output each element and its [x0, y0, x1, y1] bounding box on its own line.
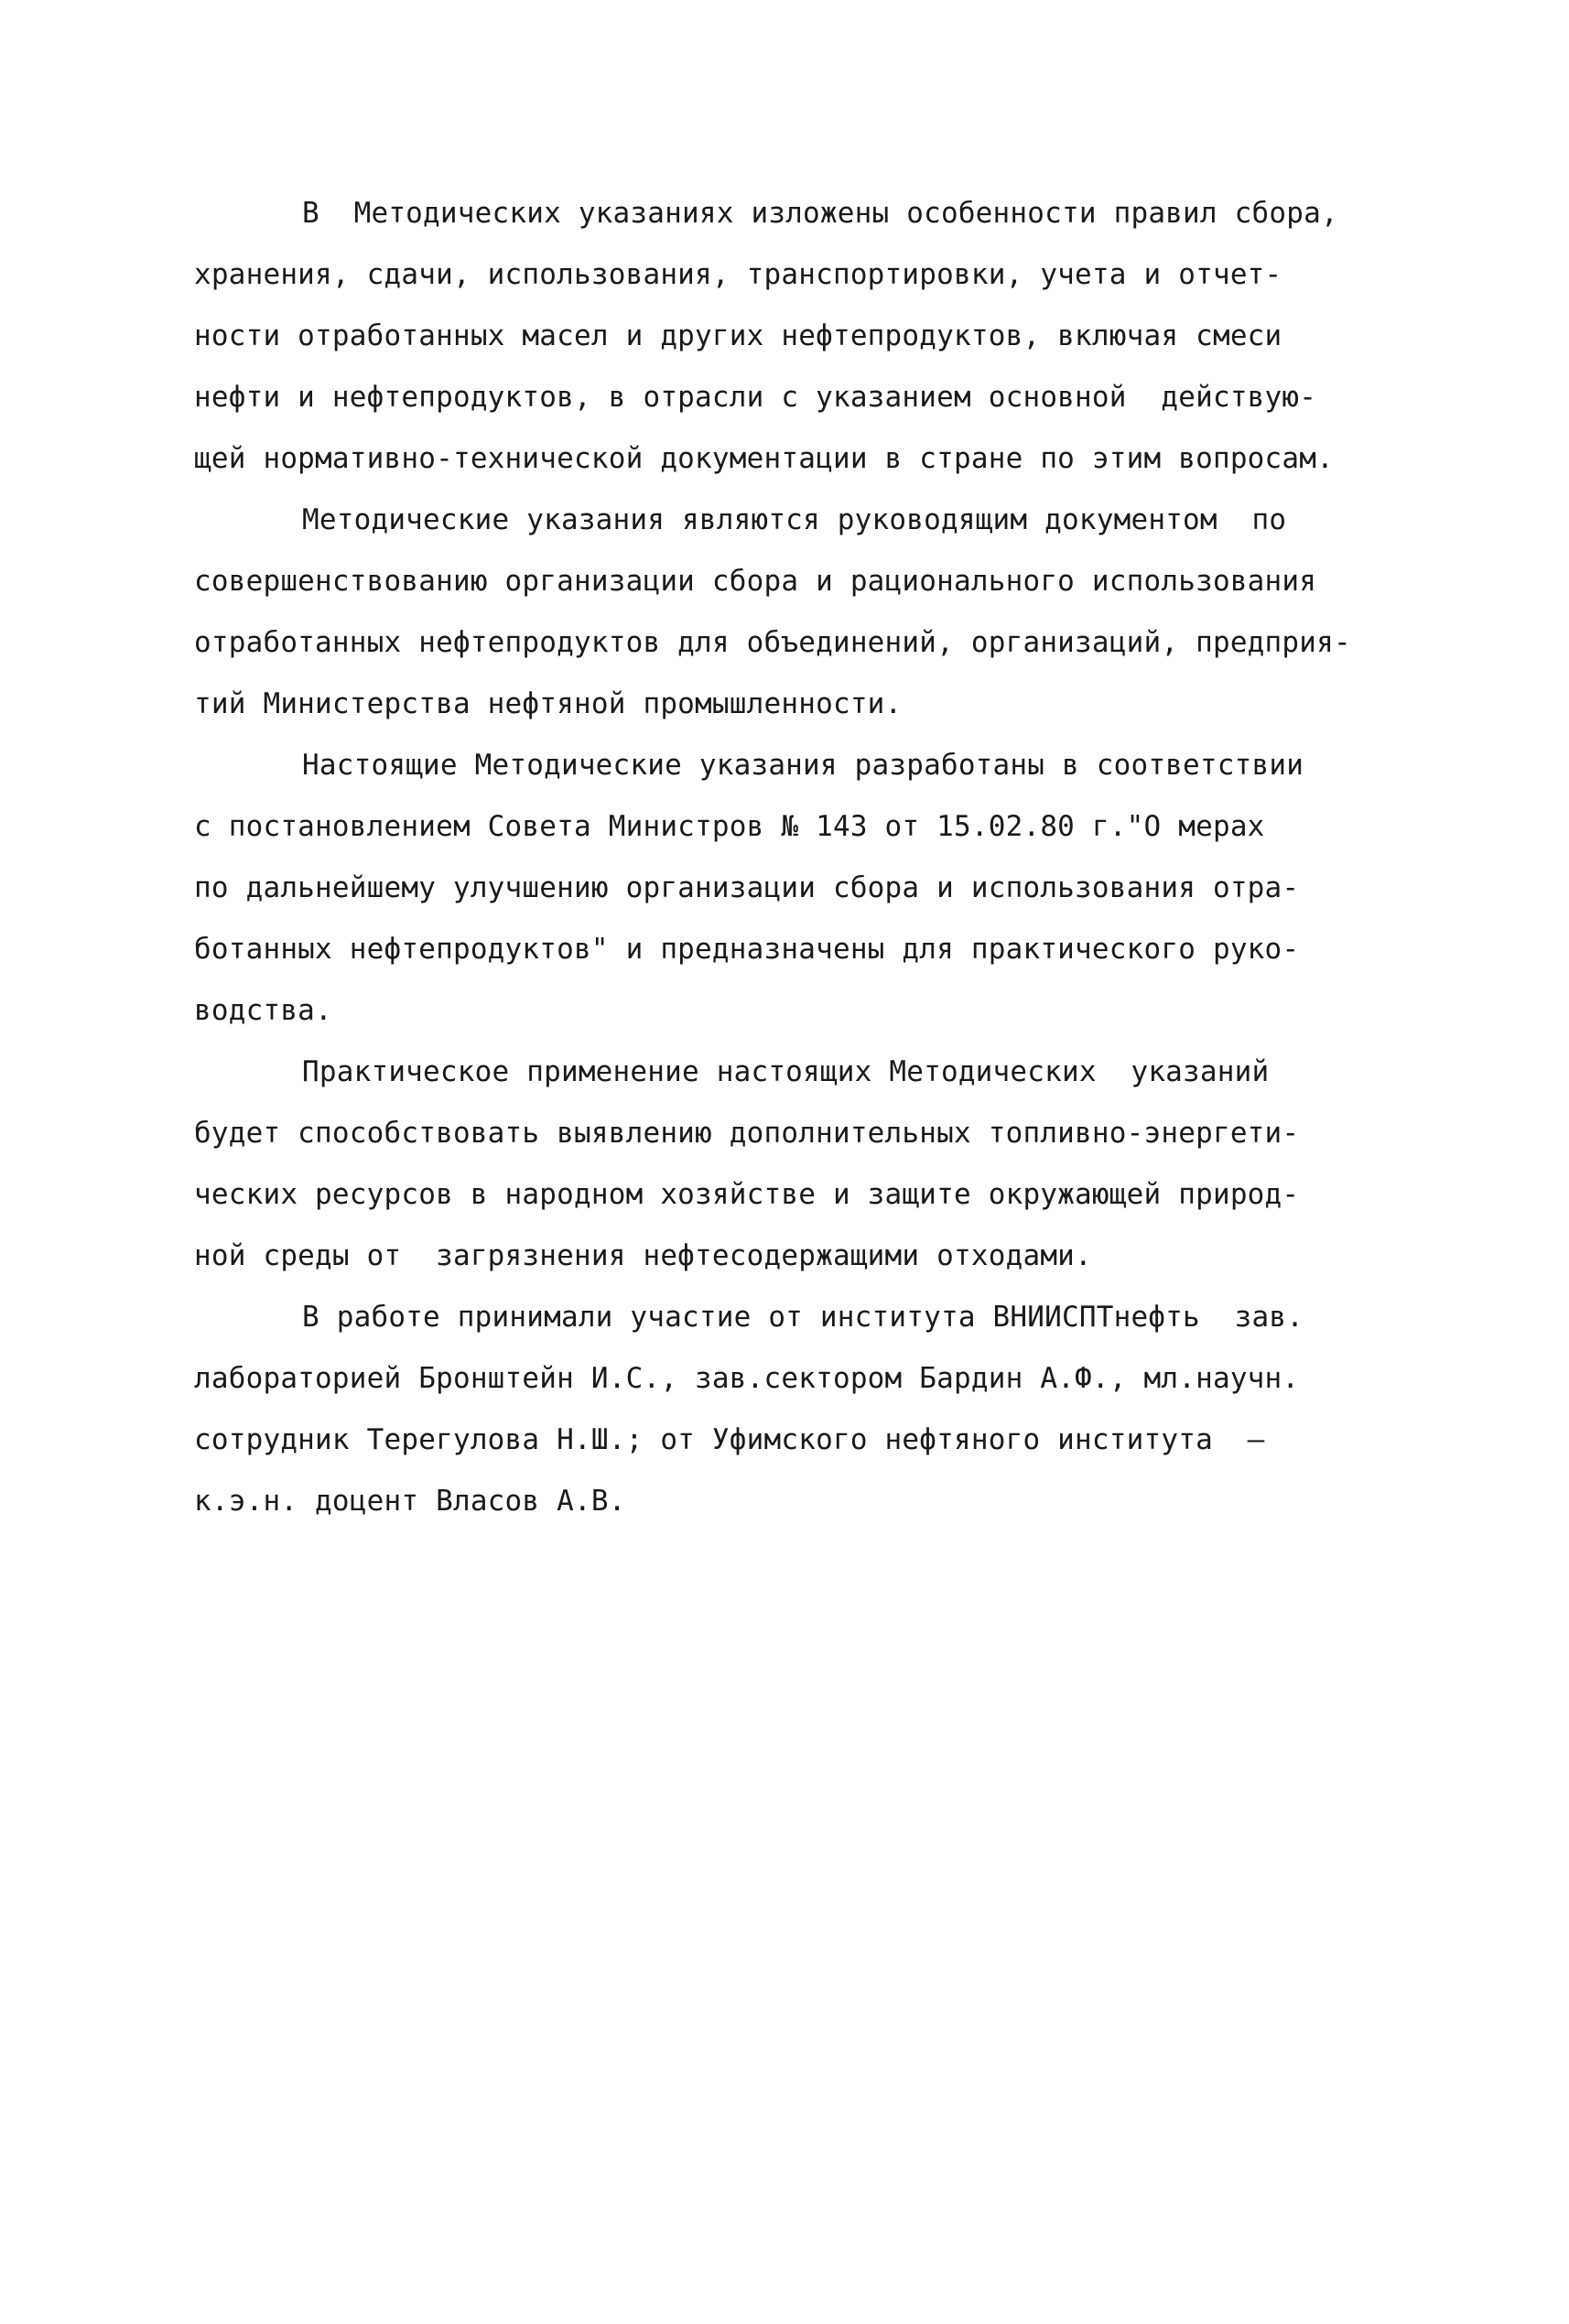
text-line: нефти и нефтепродуктов, в отрасли с указанием основной действую- — [194, 381, 1317, 414]
text-line: будет способствовать выявлению дополнительных топливно-энергети- — [194, 1117, 1300, 1150]
text-line: Методические указания являются руководящим документом по — [302, 503, 1287, 536]
text-line: В Методических указаниях изложены особенности правил сбора, — [302, 197, 1338, 230]
text-line: В работе принимали участие от института ВНИИСПТнефть зав. — [302, 1301, 1304, 1334]
text-line: отработанных нефтепродуктов для объединений, организаций, предприя- — [194, 626, 1351, 659]
text-line: к.э.н. доцент Власов А.В. — [194, 1485, 626, 1518]
paragraph-2 — [194, 490, 1439, 735]
text-line: с постановлением Совета Министров № 143 от 15.02.80 г."О мерах — [194, 810, 1265, 843]
text-line: тий Министерства нефтяной промышленности. — [194, 687, 903, 720]
text-line: Настоящие Методические указания разработаны в соответствии — [302, 749, 1304, 782]
document-body — [194, 183, 1439, 1532]
text-line: ческих ресурсов в народном хозяйстве и защите окружающей природ- — [194, 1178, 1300, 1211]
paragraph-3 — [194, 735, 1439, 1042]
text-line: Практическое применение настоящих Методических указаний — [302, 1055, 1270, 1088]
text-line: хранения, сдачи, использования, транспортировки, учета и отчет- — [194, 258, 1282, 291]
text-line: ности отработанных масел и других нефтепродуктов, включая смеси — [194, 319, 1282, 352]
paragraph-4 — [194, 1042, 1439, 1287]
text-line: по дальнейшему улучшению организации сбора и использования отра- — [194, 871, 1300, 904]
paragraph-1 — [194, 183, 1439, 490]
text-line: водства. — [194, 994, 332, 1027]
paragraph-5 — [194, 1287, 1439, 1532]
text-line: ботанных нефтепродуктов" и предназначены для практического руко- — [194, 933, 1300, 966]
text-line: щей нормативно-технической документации в стране по этим вопросам. — [194, 442, 1334, 475]
text-line: лабораторией Бронштейн И.С., зав.сектором Бардин А.Ф., мл.научн. — [194, 1362, 1300, 1395]
text-line: ной среды от загрязнения нефтесодержащими отходами. — [194, 1239, 1092, 1272]
text-line: сотрудник Терегулова Н.Ш.; от Уфимского нефтяного института — — [194, 1423, 1265, 1456]
text-line: совершенствованию организации сбора и рационального использования — [194, 565, 1317, 598]
